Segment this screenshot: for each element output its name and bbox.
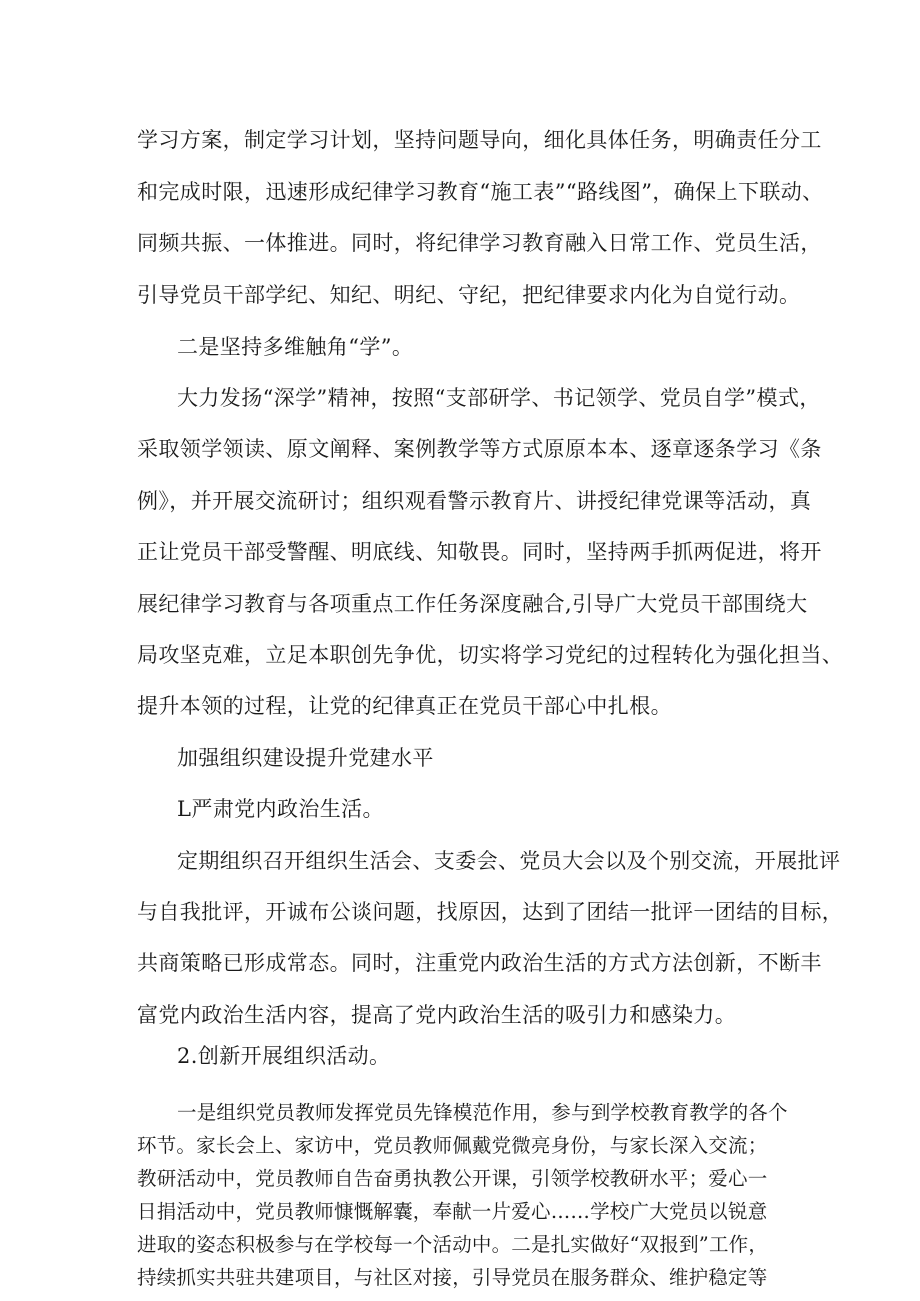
subheading-party-political-life: L严肃党内政治生活。 [177, 797, 384, 821]
text-line-22: 教研活动中，党员教师自告奋勇执教公开课，引领学校教研水平；爱心一 [137, 1167, 768, 1190]
text-line-8: 例》，并开展交流研讨；组织观看警示教育片、讲授纪律党课等活动，真 [137, 489, 812, 513]
text-line-24: 进取的姿态积极参与在学校每一个活动中。二是扎实做好“双报到”工作， [137, 1233, 769, 1256]
text-line-17: 共商策略已形成常态。同时，注重党内政治生活的方式方法创新，不断丰 [137, 951, 822, 975]
text-line-7: 采取领学领读、原文阐释、案例教学等方式原原本本、逐章逐条学习《条 [137, 437, 822, 461]
section-heading-organization-building: 加强组织建设提升党建水平 [177, 746, 434, 770]
text-line-16: 与自我批评，开诚布公谈问题，找原因，达到了团结一批评一团结的目标， [137, 900, 844, 924]
text-line-11: 局攻坚克难，立足本职创先争优，切实将学习党纪的过程转化为强化担当、 [137, 643, 844, 667]
text-line-23: 日捐活动中，党员教师慷慨解囊，奉献一片爱心……学校广大党员以锐意 [137, 1200, 768, 1223]
text-line-15: 定期组织召开组织生活会、支委会、党员大会以及个别交流，开展批评 [177, 849, 841, 873]
text-line-10: 展纪律学习教育与各项重点工作任务深度融合,引导广大党员干部围绕大 [137, 592, 808, 616]
text-line-2: 和完成时限，迅速形成纪律学习教育“施工表”“路线图”，确保上下联动、 [137, 180, 824, 204]
text-line-25: 持续抓实共驻共建项目，与社区对接，引导党员在服务群众、维护稳定等 [137, 1266, 768, 1289]
text-line-1: 学习方案，制定学习计划，坚持问题导向，细化具体任务，明确责任分工 [137, 128, 822, 152]
text-line-18: 富党内政治生活内容，提高了党内政治生活的吸引力和感染力。 [137, 1003, 737, 1027]
text-line-21: 环节。家长会上、家访中，党员教师佩戴党微亮身份，与家长深入交流； [137, 1134, 768, 1157]
section-heading-multi-dimensional-study: 二是坚持多维触角“学”。 [177, 335, 414, 359]
text-line-9: 正让党员干部受警醒、明底线、知敬畏。同时，坚持两手抓两促进，将开 [137, 540, 822, 564]
text-line-6: 大力发扬“深学”精神，按照“支部研学、书记领学、党员自学”模式， [177, 386, 821, 410]
text-line-3: 同频共振、一体推进。同时，将纪律学习教育融入日常工作、党员生活， [137, 231, 822, 255]
subheading-organization-activities: 2.创新开展组织活动。 [177, 1044, 391, 1068]
text-line-12: 提升本领的过程，让党的纪律真正在党员干部心中扎根。 [137, 694, 672, 718]
text-line-20: 一是组织党员教师发挥党员先锋模范作用，参与到学校教育教学的各个 [177, 1101, 788, 1124]
text-line-4: 引导党员干部学纪、知纪、明纪、守纪，把纪律要求内化为自觉行动。 [137, 283, 801, 307]
